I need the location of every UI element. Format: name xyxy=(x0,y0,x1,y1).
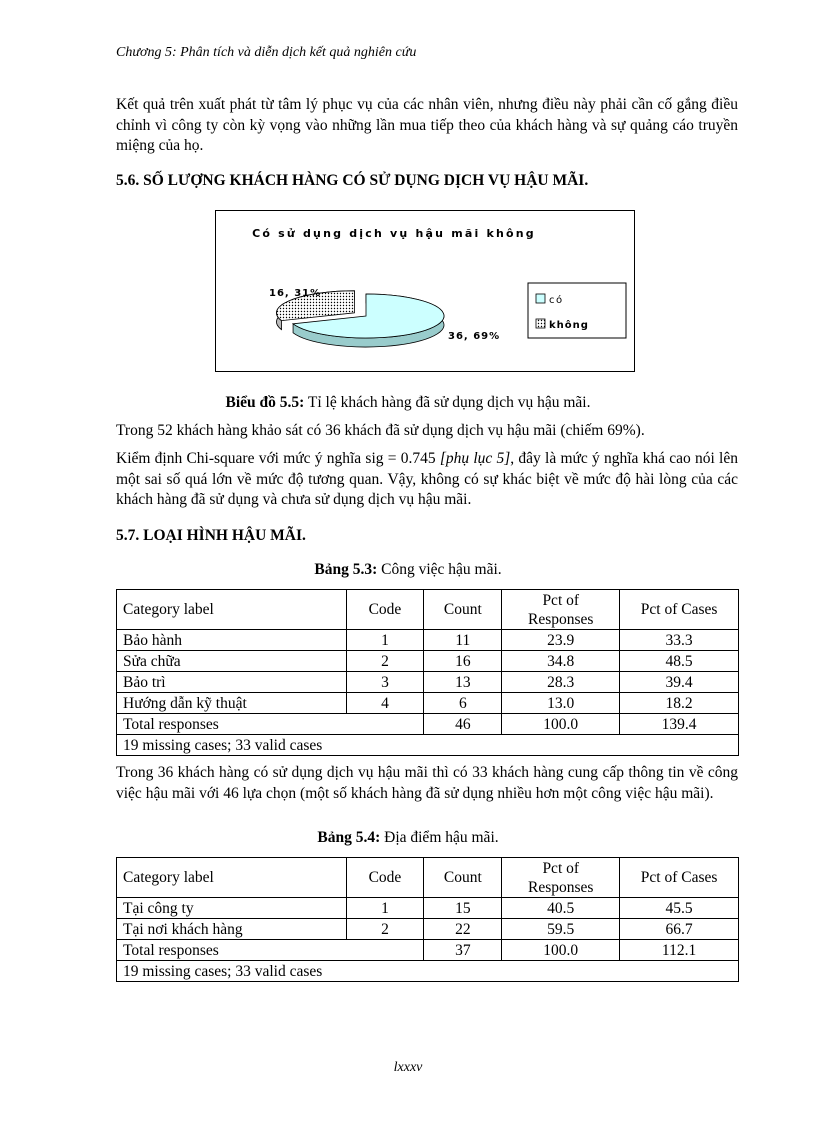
chi-square-paragraph xyxy=(116,449,738,511)
cell-pct-responses: 34.8 xyxy=(502,651,620,672)
total-count: 46 xyxy=(424,714,502,735)
data-label-co: 36, 69% xyxy=(448,331,501,342)
header-code: Code xyxy=(346,858,424,898)
pie-chart-svg xyxy=(216,211,636,373)
chi-text-after: , đây là mức ý nghĩa khá cao nói lên một sai số quá lớn về mức độ tương quan. Vậy, không có sự khác biệt về mức độ hài lòng của các khách hàng đã sử dụng và chưa sử dụng dịch vụ hậu mãi. xyxy=(116,450,738,508)
table-note: 19 missing cases; 33 valid cases xyxy=(117,735,739,756)
header-code: Code xyxy=(346,590,424,630)
chart-title: Có sử dụng dịch vụ hậu mãi không xyxy=(252,227,536,240)
total-pct-cases: 139.4 xyxy=(620,714,739,735)
chi-text-before: Kiểm định Chi-square với mức ý nghĩa sig = 0.745 xyxy=(116,450,440,467)
total-pct-responses: 100.0 xyxy=(502,714,620,735)
cell-pct-responses: 59.5 xyxy=(502,919,620,940)
section-heading-5-7: 5.7. LOẠI HÌNH HẬU MÃI. xyxy=(116,527,306,544)
header-pct-cases: Pct of Cases xyxy=(620,590,739,630)
total-label: Total responses xyxy=(117,714,424,735)
cell-code: 2 xyxy=(346,651,424,672)
table-total-row xyxy=(117,940,739,961)
table-5-3-caption-text: Công việc hậu mãi. xyxy=(377,561,502,578)
table-total-row xyxy=(117,714,739,735)
legend-label-khong: không xyxy=(549,320,589,331)
data-label-khong: 16, 31% xyxy=(269,288,322,299)
header-pct-cases: Pct of Cases xyxy=(620,858,739,898)
cell-pct-responses: 23.9 xyxy=(502,630,620,651)
cell-code: 4 xyxy=(346,693,424,714)
table-5-4-caption xyxy=(0,829,816,847)
survey-paragraph: Trong 52 khách hàng khảo sát có 36 khách đã sử dụng dịch vụ hậu mãi (chiếm 69%). xyxy=(116,422,645,439)
cell-pct-cases: 33.3 xyxy=(620,630,739,651)
cell-code: 2 xyxy=(346,919,424,940)
cell-pct-cases: 45.5 xyxy=(620,898,739,919)
cell-category: Sửa chữa xyxy=(117,651,347,672)
cell-pct-responses: 13.0 xyxy=(502,693,620,714)
table-note-row xyxy=(117,961,739,982)
total-label: Total responses xyxy=(117,940,424,961)
header-pct-responses: Pct of Responses xyxy=(502,590,620,630)
table-paragraph: Trong 36 khách hàng có sử dụng dịch vụ hậu mãi thì có 33 khách hàng cung cấp thông tin về công việc hậu mãi với 46 lựa chọn (một số khách hàng đã sử dụng nhiều hơn một công việc hậu mãi). xyxy=(116,764,738,802)
legend-swatch-khong xyxy=(536,319,545,328)
cell-category: Tại nơi khách hàng xyxy=(117,919,347,940)
cell-category: Bảo trì xyxy=(117,672,347,693)
header-count: Count xyxy=(424,590,502,630)
cell-count: 22 xyxy=(424,919,502,940)
table-5-4-caption-label: Bảng 5.4: xyxy=(317,829,381,846)
total-count: 37 xyxy=(424,940,502,961)
page-number: lxxxv xyxy=(393,1060,423,1075)
cell-count: 16 xyxy=(424,651,502,672)
total-pct-responses: 100.0 xyxy=(502,940,620,961)
cell-category: Tại công ty xyxy=(117,898,347,919)
figure-caption-label: Biểu đồ 5.5: xyxy=(225,394,305,411)
table-row xyxy=(117,672,739,693)
cell-pct-cases: 66.7 xyxy=(620,919,739,940)
intro-paragraph: Kết quả trên xuất phát từ tâm lý phục vụ của các nhân viên, nhưng điều này phải cần cố gắng điều chỉnh vì công ty còn kỳ vọng vào những lần mua tiếp theo của khách hàng và sự quảng cáo truyền miệng của họ. xyxy=(116,96,738,154)
cell-count: 13 xyxy=(424,672,502,693)
table-header-row xyxy=(117,858,739,898)
cell-category: Bảo hành xyxy=(117,630,347,651)
table-5-3-caption xyxy=(0,561,816,579)
table-row xyxy=(117,630,739,651)
cell-code: 1 xyxy=(346,898,424,919)
table-5-3 xyxy=(116,589,739,756)
figure-caption xyxy=(0,394,816,412)
table-note: 19 missing cases; 33 valid cases xyxy=(117,961,739,982)
cell-pct-responses: 28.3 xyxy=(502,672,620,693)
table-5-3-caption-label: Bảng 5.3: xyxy=(314,561,378,578)
table-header-row xyxy=(117,590,739,630)
cell-code: 3 xyxy=(346,672,424,693)
legend-label-co: có xyxy=(549,295,564,306)
cell-pct-cases: 39.4 xyxy=(620,672,739,693)
cell-pct-cases: 18.2 xyxy=(620,693,739,714)
table-row xyxy=(117,693,739,714)
cell-count: 6 xyxy=(424,693,502,714)
table-5-4-caption-text: Địa điểm hậu mãi. xyxy=(380,829,499,846)
legend-swatch-co xyxy=(536,294,545,303)
header-category: Category label xyxy=(117,858,347,898)
pie-chart xyxy=(215,210,635,372)
figure-caption-text: Tỉ lệ khách hàng đã sử dụng dịch vụ hậu mãi. xyxy=(304,394,591,411)
table-5-4 xyxy=(116,857,739,982)
table-row xyxy=(117,898,739,919)
section-heading-5-6: 5.6. SỐ LƯỢNG KHÁCH HÀNG CÓ SỬ DỤNG DỊCH VỤ HẬU MÃI. xyxy=(116,172,589,189)
cell-code: 1 xyxy=(346,630,424,651)
pie-slices xyxy=(276,291,444,347)
cell-category: Hướng dẫn kỹ thuật xyxy=(117,693,347,714)
table-row xyxy=(117,919,739,940)
cell-count: 15 xyxy=(424,898,502,919)
table-row xyxy=(117,651,739,672)
header-category: Category label xyxy=(117,590,347,630)
header-pct-responses: Pct of Responses xyxy=(502,858,620,898)
cell-pct-responses: 40.5 xyxy=(502,898,620,919)
cell-pct-cases: 48.5 xyxy=(620,651,739,672)
header-count: Count xyxy=(424,858,502,898)
cell-count: 11 xyxy=(424,630,502,651)
chi-text-ref: [phụ lục 5] xyxy=(439,450,511,467)
total-pct-cases: 112.1 xyxy=(620,940,739,961)
running-header: Chương 5: Phân tích và diễn dịch kết quả nghiên cứu xyxy=(116,45,417,60)
table-note-row xyxy=(117,735,739,756)
